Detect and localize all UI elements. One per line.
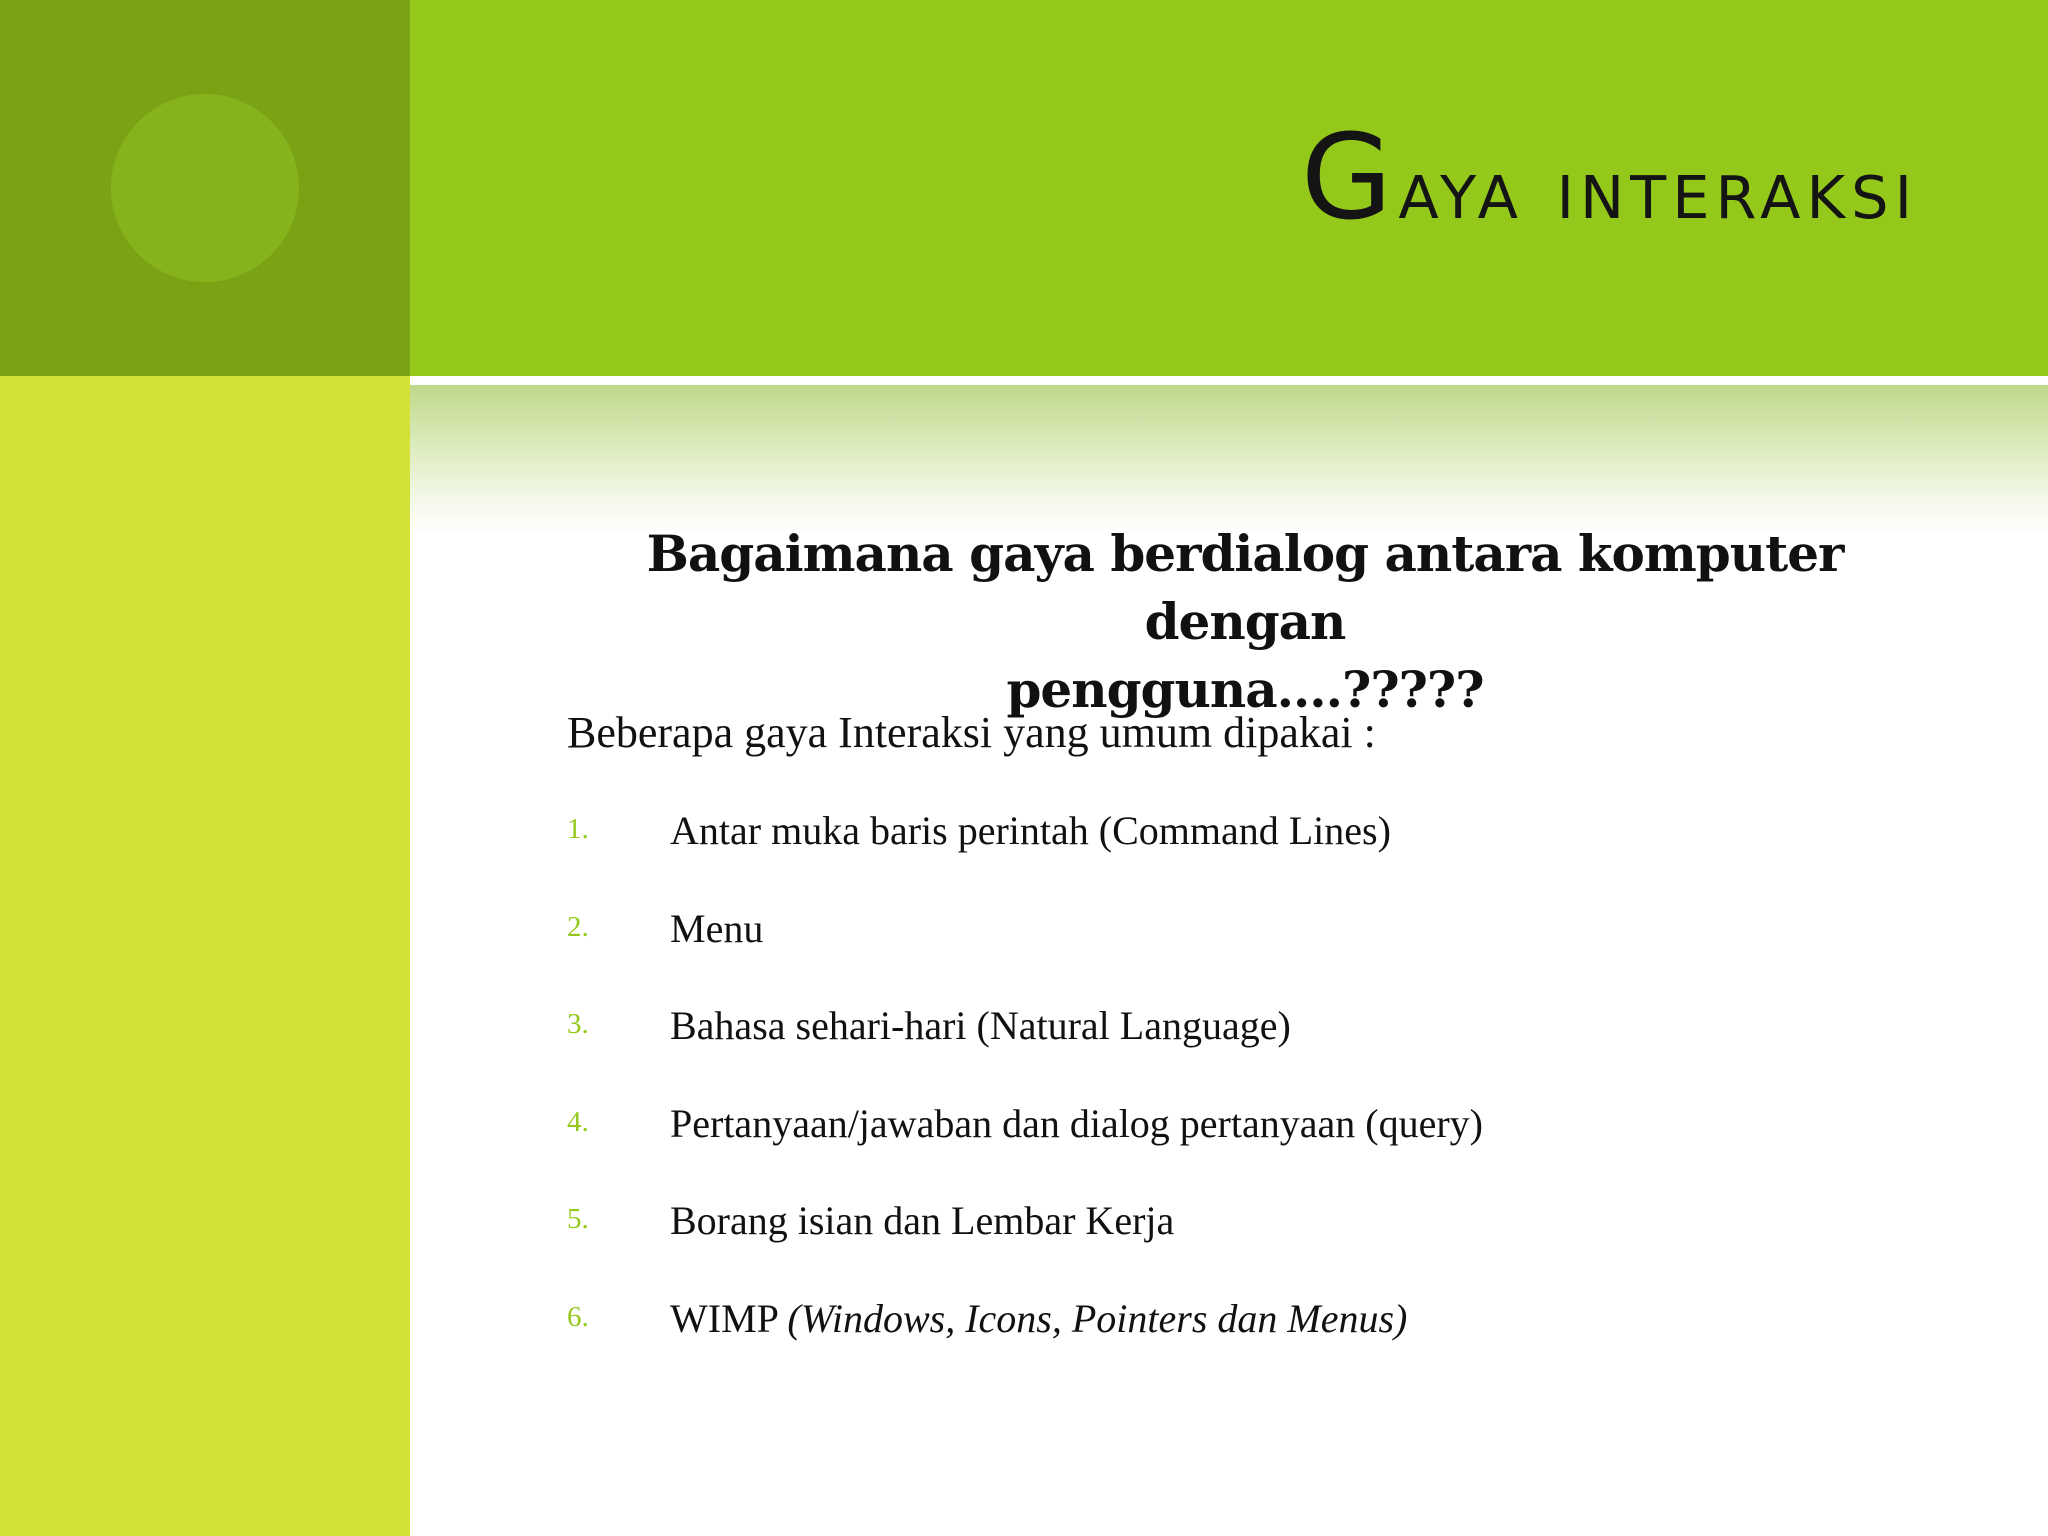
list-number: 2. <box>567 910 589 943</box>
list-item-text-wimp <box>670 1291 1407 1347</box>
wimp-expansion: (Windows, Icons, Pointers dan Menus) <box>787 1295 1408 1341</box>
list-item-text: Pertanyaan/jawaban dan dialog pertanyaan (query) <box>670 1100 1483 1146</box>
question-line-2: pengguna….????? <box>1006 660 1484 719</box>
list-item-text: Antar muka baris perintah (Command Lines) <box>670 808 1391 853</box>
list-number: 3. <box>567 1008 589 1040</box>
list-number: 4. <box>567 1105 589 1138</box>
slide-title <box>1300 108 1918 246</box>
list-number: 1. <box>567 813 589 845</box>
list-number: 5. <box>567 1203 589 1235</box>
corner-block <box>0 0 410 376</box>
question-line-1: Bagaimana gaya berdialog antara komputer dengan <box>646 524 1844 651</box>
header-divider <box>410 376 2048 385</box>
left-sidebar <box>0 376 410 1536</box>
decorative-circle <box>111 94 299 282</box>
list-item-text: Menu <box>670 905 764 951</box>
gradient-band <box>410 385 2048 535</box>
list-item-text: Bahasa sehari-hari (Natural Language) <box>670 1003 1291 1048</box>
list-number: 6. <box>567 1300 589 1333</box>
question-heading <box>570 520 1920 724</box>
title-rest: aya interaksi <box>1398 140 1918 238</box>
wimp-label: WIMP <box>670 1295 778 1341</box>
intro-text: Beberapa gaya Interaksi yang umum dipakai : <box>567 708 1376 757</box>
list-item-text: Borang isian dan Lembar Kerja <box>670 1198 1175 1243</box>
title-first-letter: G <box>1300 108 1399 246</box>
